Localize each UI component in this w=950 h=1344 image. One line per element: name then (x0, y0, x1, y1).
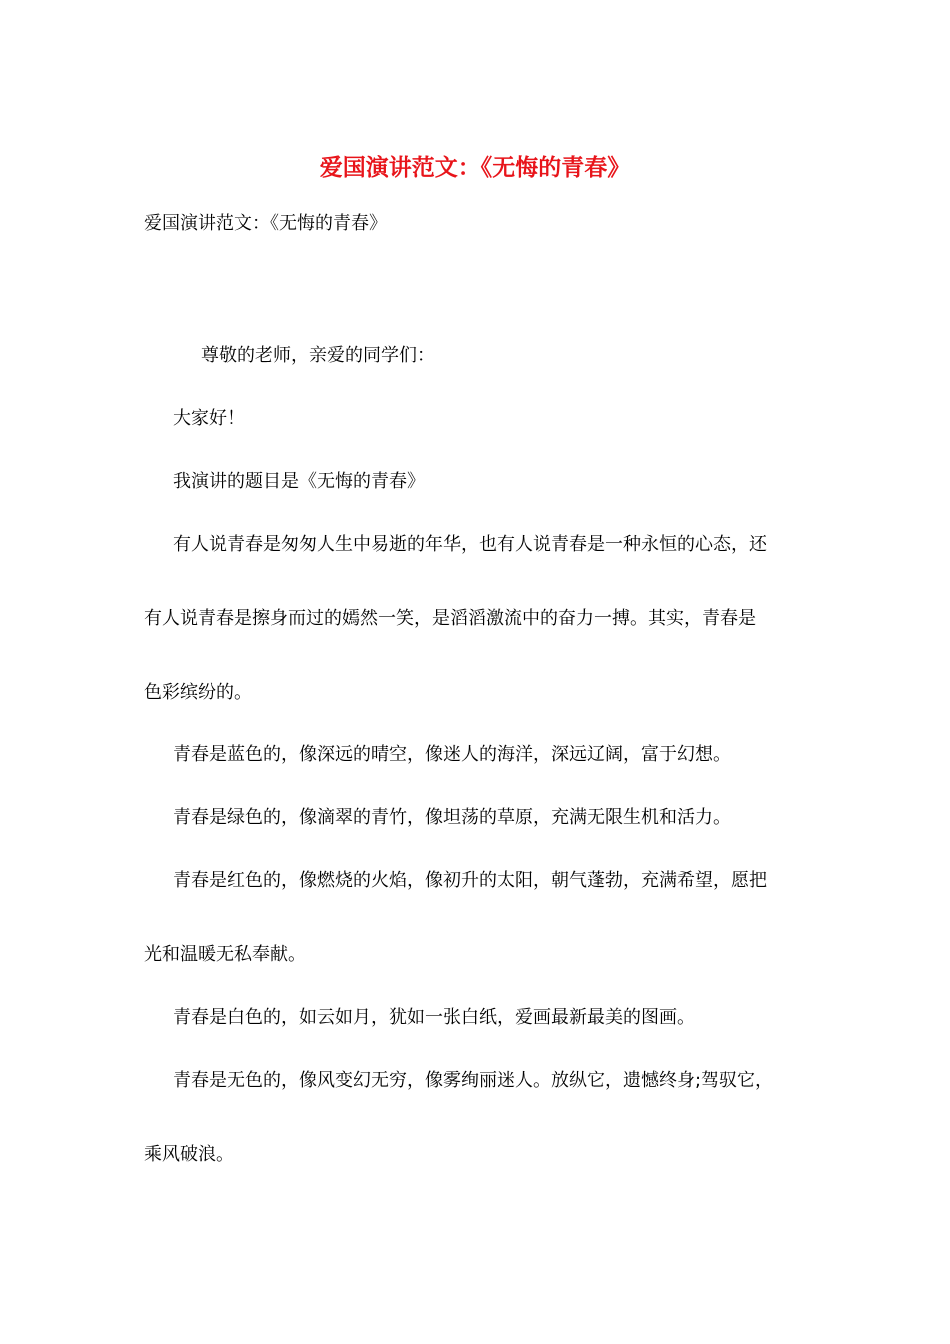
paragraph-line: 青春是无色的，像风变幻无穷，像雾绚丽迷人。放纵它，遗憾终身;驾驭它， (173, 1070, 774, 1091)
salutation-line: 大家好！ (173, 408, 245, 429)
document-subtitle: 爱国演讲范文：《无悔的青春》 (144, 213, 387, 234)
paragraph-line: 青春是红色的，像燃烧的火焰，像初升的太阳，朝气蓬勃，充满希望，愿把 (173, 870, 767, 891)
paragraph-line: 有人说青春是匆匆人生中易逝的年华，也有人说青春是一种永恒的心态，还 (173, 534, 767, 555)
paragraph-line: 青春是绿色的，像滴翠的青竹，像坦荡的草原，充满无限生机和活力。 (173, 807, 731, 828)
paragraph-line: 色彩缤纷的。 (144, 682, 252, 703)
paragraph-line: 青春是白色的，如云如月，犹如一张白纸，爱画最新最美的图画。 (173, 1007, 695, 1028)
paragraph-line: 有人说青春是擦身而过的嫣然一笑，是滔滔激流中的奋力一搏。其实，青春是 (144, 608, 756, 629)
topic-line: 我演讲的题目是《无悔的青春》 (173, 471, 425, 492)
paragraph-line: 乘风破浪。 (144, 1144, 234, 1165)
greeting-line: 尊敬的老师，亲爱的同学们： (201, 345, 435, 366)
paragraph-line: 青春是蓝色的，像深远的晴空，像迷人的海洋，深远辽阔，富于幻想。 (173, 744, 731, 765)
paragraph-line: 光和温暖无私奉献。 (144, 944, 306, 965)
document-title: 爱国演讲范文：《无悔的青春》 (319, 154, 631, 181)
